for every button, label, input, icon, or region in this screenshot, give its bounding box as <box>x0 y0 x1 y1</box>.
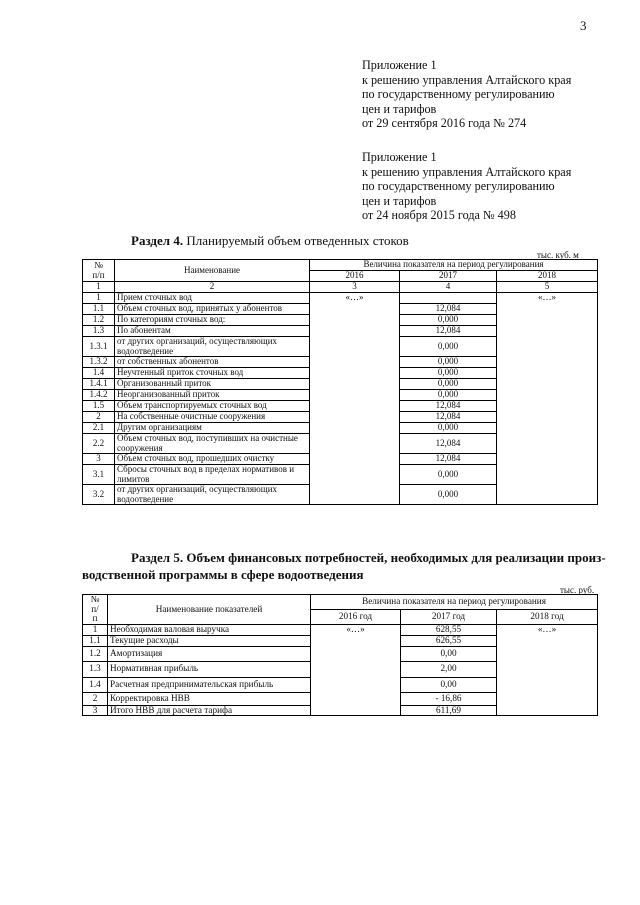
row-num: 1.4.2 <box>83 390 115 401</box>
row-num: 2 <box>83 692 108 705</box>
value-2017: 12,084 <box>400 401 497 412</box>
column-number: 1 <box>83 282 115 293</box>
row-num: 1.3.1 <box>83 337 115 357</box>
value-2017: 0,00 <box>401 646 497 661</box>
row-name: Объем транспортируемых сточных вод <box>115 401 310 412</box>
header-year-2017: 2017 <box>400 271 497 282</box>
value-2017: - 16,86 <box>401 692 497 705</box>
header-num: № п/ п <box>83 595 108 625</box>
section5-title-line2: водственной программы в сфере водоотведения <box>82 567 364 582</box>
annex-line: по государственному регулированию <box>362 87 555 101</box>
row-num: 1.5 <box>83 401 115 412</box>
value-2017: 0,000 <box>400 423 497 434</box>
section4-table <box>82 259 598 505</box>
column-number: 2 <box>115 282 310 293</box>
placeholder-2016: «…» <box>311 624 401 716</box>
value-2017: 12,084 <box>400 304 497 315</box>
value-2017: 626,55 <box>401 635 497 646</box>
row-name: Текущие расходы <box>108 635 311 646</box>
value-2017: 12,084 <box>400 454 497 465</box>
row-name: Нормативная прибыль <box>108 661 311 677</box>
annex-line: от 29 сентября 2016 года № 274 <box>362 116 527 130</box>
row-name: Амортизация <box>108 646 311 661</box>
value-2017: 0,000 <box>400 390 497 401</box>
table-row <box>83 293 598 304</box>
header-year-2018: 2018 год <box>497 609 598 624</box>
header-name: Наименование <box>115 260 310 282</box>
section4-title-bold: Раздел 4. <box>131 233 184 248</box>
value-2017: 12,084 <box>400 434 497 454</box>
row-name: По абонентам <box>115 326 310 337</box>
row-name: от других организаций, осуществляющих водоотведение <box>115 337 310 357</box>
row-num: 3 <box>83 705 108 716</box>
annex-block-2 <box>362 150 571 223</box>
annex-line: к решению управления Алтайского края <box>362 72 572 87</box>
row-num: 1.1 <box>83 635 108 646</box>
value-2017: 0,000 <box>400 337 497 357</box>
row-name: Объем сточных вод, прошедших очистку <box>115 454 310 465</box>
column-number: 4 <box>400 282 497 293</box>
annex-line: к решению управления Алтайского края <box>362 164 572 179</box>
row-name: Организованный приток <box>115 379 310 390</box>
section4-title-text: Планируемый объем отведенных стоков <box>183 233 409 248</box>
header-name: Наименование показателей <box>108 595 311 625</box>
annex-line: от 24 ноября 2015 года № 498 <box>362 208 516 222</box>
annex-line: Приложение 1 <box>362 150 437 164</box>
section5-title-line1: Объем финансовых потребностей, необходимых для реализации произ- <box>183 550 606 565</box>
value-2017: 12,084 <box>400 326 497 337</box>
row-name: Необходимая валовая выручка <box>108 624 311 635</box>
annex-line: цен и тарифов <box>362 101 437 116</box>
header-year-2018: 2018 <box>497 271 598 282</box>
value-2017: 0,00 <box>401 677 497 692</box>
row-name: Корректировка НВВ <box>108 692 311 705</box>
row-num: 1.1 <box>83 304 115 315</box>
annex-line: по государственному регулированию <box>362 179 555 193</box>
header-year-2016: 2016 год <box>311 609 401 624</box>
row-num: 1.2 <box>83 315 115 326</box>
annex-line: Приложение 1 <box>362 58 437 72</box>
column-number: 5 <box>497 282 598 293</box>
value-2017: 628,55 <box>401 624 497 635</box>
column-number: 3 <box>310 282 400 293</box>
row-num: 3 <box>83 454 115 465</box>
row-num: 1.4.1 <box>83 379 115 390</box>
row-name: Расчетная предпринимательская прибыль <box>108 677 311 692</box>
row-num: 2 <box>83 412 115 423</box>
row-name: Итого НВВ для расчета тарифа <box>108 705 311 716</box>
value-2017: 12,084 <box>400 412 497 423</box>
row-name: Другим организациям <box>115 423 310 434</box>
section4-unit: тыс. куб. м <box>537 250 579 260</box>
row-num: 2.1 <box>83 423 115 434</box>
row-name: Объем сточных вод, поступивших на очистные сооружения <box>115 434 310 454</box>
row-num: 2.2 <box>83 434 115 454</box>
table-row <box>83 624 598 635</box>
row-num: 1.3 <box>83 661 108 677</box>
table-row <box>83 282 598 293</box>
row-num: 1.4 <box>83 677 108 692</box>
row-num: 1.4 <box>83 368 115 379</box>
row-name: По категориям сточных вод: <box>115 315 310 326</box>
header-year-2016: 2016 <box>310 271 400 282</box>
row-name: Объем сточных вод, принятых у абонентов <box>115 304 310 315</box>
row-name: На собственные очистные сооружения <box>115 412 310 423</box>
value-2017: 0,000 <box>400 368 497 379</box>
value-2017: 611,69 <box>401 705 497 716</box>
header-period: Величина показателя на период регулирования <box>310 260 598 271</box>
table-row <box>83 260 598 271</box>
value-2017: 0,000 <box>400 485 497 505</box>
placeholder-2018: «…» <box>497 624 598 716</box>
value-2017: 0,000 <box>400 465 497 485</box>
value-2017: 0,000 <box>400 357 497 368</box>
row-num: 1 <box>83 624 108 635</box>
section5-table <box>82 594 598 716</box>
section5-title <box>131 550 606 566</box>
header-period: Величина показателя на период регулирования <box>311 595 598 610</box>
placeholder-2018: «…» <box>497 293 598 505</box>
row-name: Неучтенный приток сточных вод <box>115 368 310 379</box>
value-2017: 2,00 <box>401 661 497 677</box>
header-num: № п/п <box>83 260 115 282</box>
row-num: 1.3.2 <box>83 357 115 368</box>
annex-block-1 <box>362 58 571 131</box>
row-num: 3.1 <box>83 465 115 485</box>
row-name: от других организаций, осуществляющих водоотведение <box>115 485 310 505</box>
table-row <box>83 595 598 610</box>
row-name: Сбросы сточных вод в пределах нормативов и лимитов <box>115 465 310 485</box>
header-year-2017: 2017 год <box>401 609 497 624</box>
row-num: 3.2 <box>83 485 115 505</box>
value-2017 <box>400 293 497 304</box>
section4-title <box>131 233 409 249</box>
section5-title-bold: Раздел 5. <box>131 550 184 565</box>
row-name: от собственных абонентов <box>115 357 310 368</box>
placeholder-2016: «…» <box>310 293 400 505</box>
value-2017: 0,000 <box>400 315 497 326</box>
annex-line: цен и тарифов <box>362 193 437 208</box>
row-name: Прием сточных вод <box>115 293 310 304</box>
row-num: 1.3 <box>83 326 115 337</box>
row-num: 1.2 <box>83 646 108 661</box>
page-number: 3 <box>580 18 587 33</box>
section5-title-line2-wrap <box>82 567 363 583</box>
row-name: Неорганизованный приток <box>115 390 310 401</box>
section5-unit: тыс. руб. <box>560 585 595 595</box>
row-num: 1 <box>83 293 115 304</box>
value-2017: 0,000 <box>400 379 497 390</box>
